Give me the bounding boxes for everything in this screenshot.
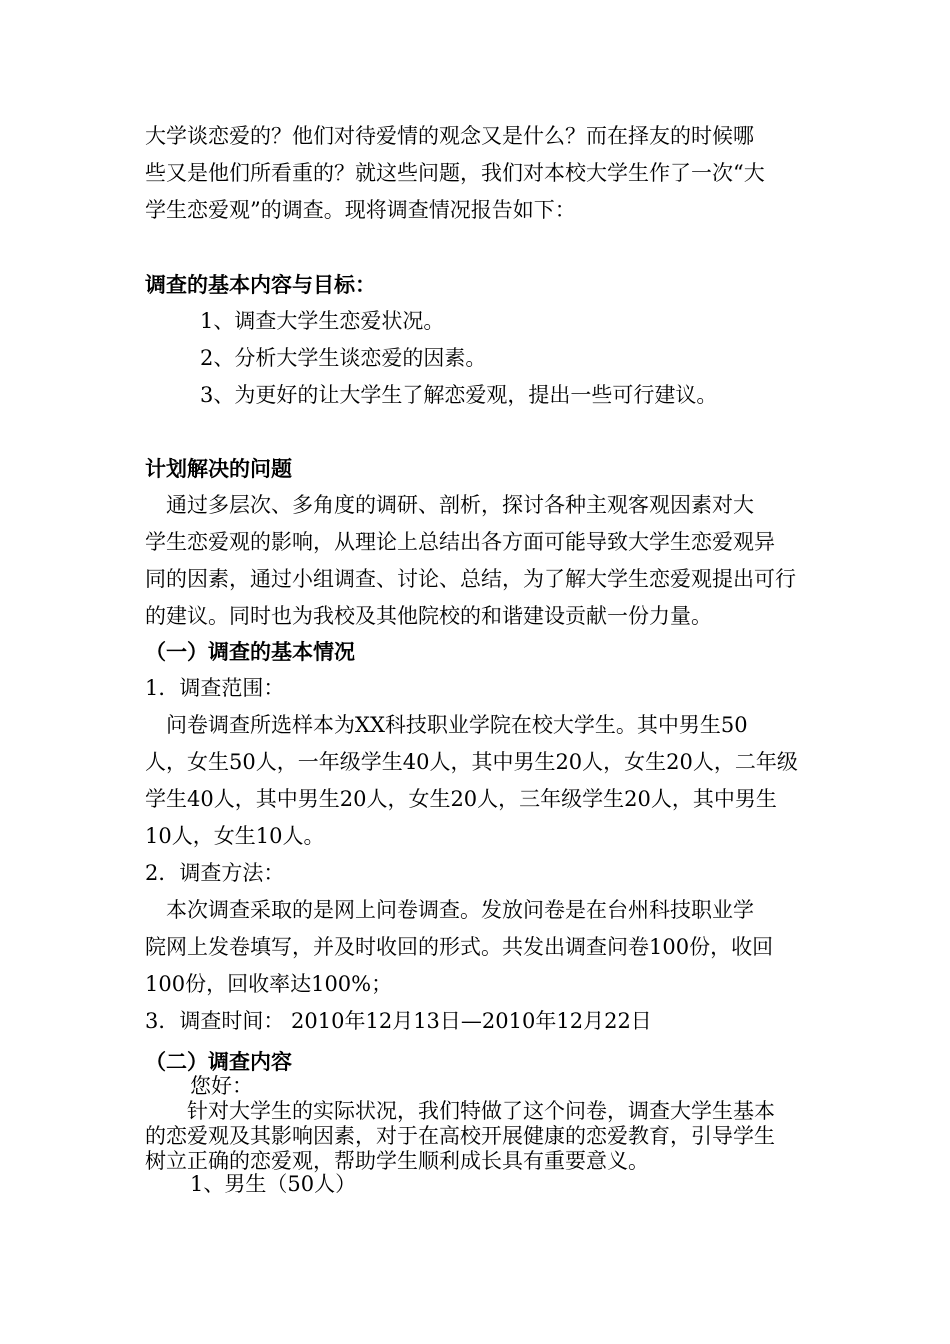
scope-line: 学生40人，其中男生20人，女生20人，三年级学生20人，其中男生 bbox=[145, 787, 777, 811]
intro-line: 大学谈恋爱的？他们对待爱情的观念又是什么？而在择友的时候哪 bbox=[145, 124, 754, 148]
section2-heading: （二）调查内容 bbox=[145, 1049, 292, 1074]
survey-intro-line: 的恋爱观及其影响因素，对于在高校开展健康的恋爱教育，引导学生 bbox=[145, 1124, 775, 1148]
survey-intro-line: 树立正确的恋爱观，帮助学生顺利成长具有重要意义。 bbox=[145, 1149, 649, 1173]
survey-intro-line: 针对大学生的实际状况，我们特做了这个问卷，调查大学生基本 bbox=[145, 1099, 775, 1123]
method-line: 本次调查采取的是网上问卷调查。发放问卷是在台州科技职业学 bbox=[145, 898, 754, 922]
survey-time: 3．调查时间： 2010年12月13日—2010年12月22日 bbox=[145, 1009, 652, 1033]
plan-line: 学生恋爱观的影响，从理论上总结出各方面可能导致大学生恋爱观异 bbox=[145, 530, 775, 554]
intro-line: 学生恋爱观”的调查。现将调查情况报告如下： bbox=[145, 198, 576, 222]
plan-line: 通过多层次、多角度的调研、剖析，探讨各种主观客观因素对大 bbox=[145, 493, 754, 517]
scope-line: 问卷调查所选样本为XX科技职业学院在校大学生。其中男生50 bbox=[145, 713, 748, 737]
method-paragraph bbox=[145, 892, 810, 1003]
plan-line: 同的因素，通过小组调查、讨论、总结，为了解大学生恋爱观提出可行 bbox=[145, 567, 796, 591]
scope-paragraph bbox=[145, 707, 810, 855]
intro-paragraph bbox=[145, 118, 810, 229]
plan-line: 的建议。同时也为我校及其他院校的和谐建设贡献一份力量。 bbox=[145, 604, 712, 628]
intro-line: 些又是他们所看重的？就这些问题，我们对本校大学生作了一次“大 bbox=[145, 161, 765, 185]
survey-intro-paragraph bbox=[145, 1099, 810, 1174]
question-item: 1、男生（50人） bbox=[190, 1172, 357, 1196]
plan-paragraph bbox=[145, 487, 810, 635]
goal-item: 1、调查大学生恋爱状况。 bbox=[200, 309, 445, 333]
goal-item: 2、分析大学生谈恋爱的因素。 bbox=[200, 346, 487, 370]
method-line: 100份，回收率达100%； bbox=[145, 972, 393, 996]
greeting: 您好： bbox=[190, 1074, 253, 1098]
content-goals-heading: 调查的基本内容与目标： bbox=[145, 272, 376, 297]
method-line: 院网上发卷填写，并及时收回的形式。共发出调查问卷100份，收回 bbox=[145, 935, 774, 959]
plan-heading: 计划解决的问题 bbox=[145, 456, 292, 481]
goal-item: 3、为更好的让大学生了解恋爱观，提出一些可行建议。 bbox=[200, 383, 718, 407]
scope-line: 人，女生50人，一年级学生40人，其中男生20人，女生20人，二年级 bbox=[145, 750, 798, 774]
section1-heading: （一）调查的基本情况 bbox=[145, 639, 355, 664]
method-title: 2．调查方法： bbox=[145, 861, 285, 885]
scope-line: 10人，女生10人。 bbox=[145, 824, 325, 848]
scope-title: 1．调查范围： bbox=[145, 676, 285, 700]
